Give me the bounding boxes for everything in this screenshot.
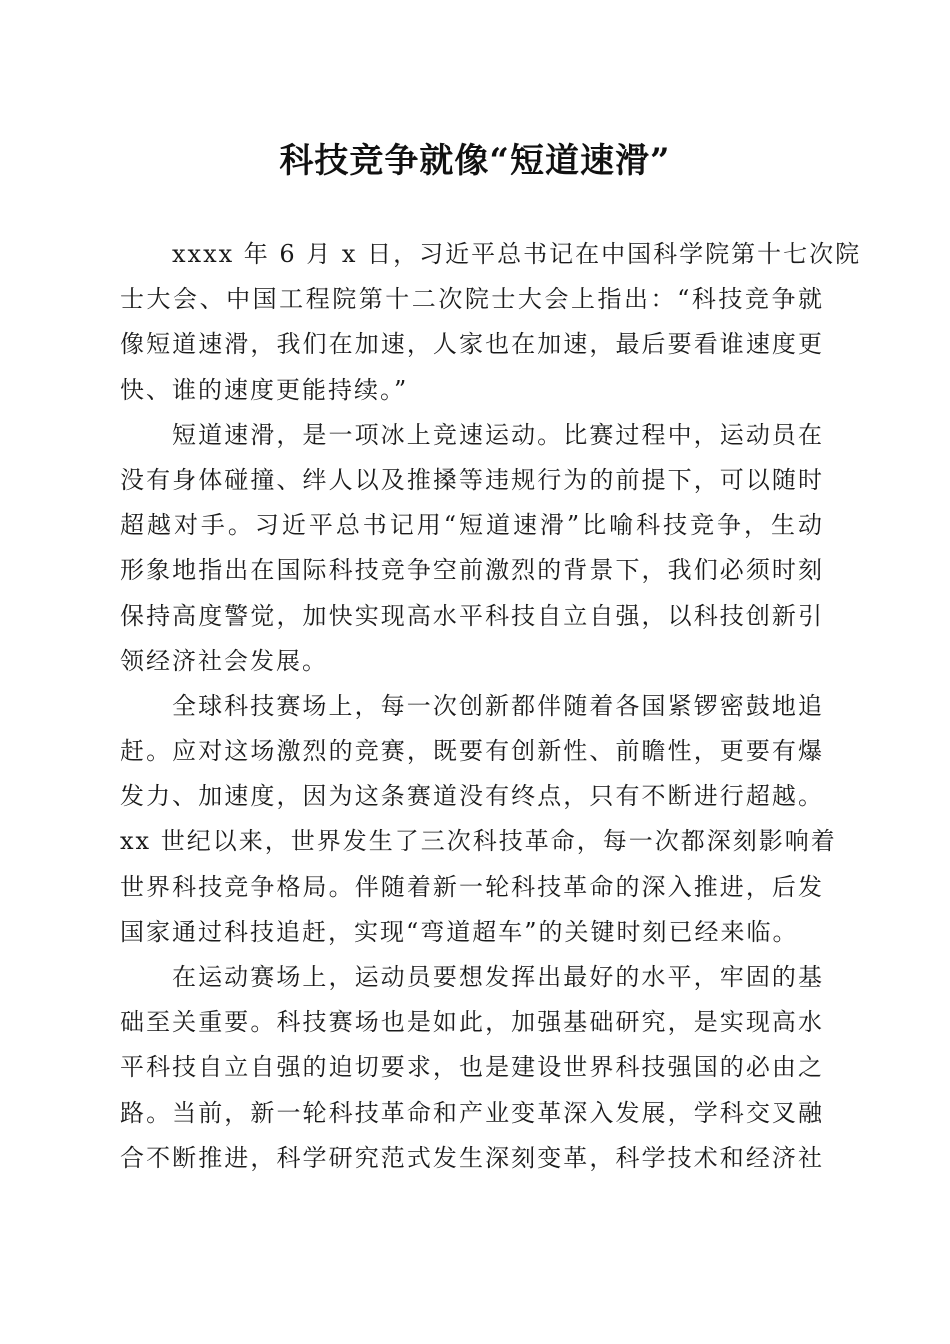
document-title: 科技竞争就像“短道速滑” bbox=[279, 141, 671, 181]
paragraph-2 bbox=[120, 413, 824, 684]
text-line: 士大会、中国工程院第十二次院士大会上指出：“科技竞争就 bbox=[120, 285, 824, 314]
paragraph-4 bbox=[120, 955, 824, 1181]
document-body bbox=[120, 232, 862, 1181]
text-line: 平科技自立自强的迫切要求，也是建设世界科技强国的必由之 bbox=[120, 1053, 824, 1082]
text-line: 超越对手。习近平总书记用“短道速滑”比喻科技竞争，生动 bbox=[120, 511, 824, 540]
text-line: 赶。应对这场激烈的竞赛，既要有创新性、前瞻性，更要有爆 bbox=[120, 737, 824, 766]
text-line: 在运动赛场上，运动员要想发挥出最好的水平，牢固的基 bbox=[172, 963, 824, 991]
text-line: 全球科技赛场上，每一次创新都伴随着各国紧锣密鼓地追 bbox=[172, 691, 824, 720]
text-line: 像短道速滑，我们在加速，人家也在加速，最后要看谁速度更 bbox=[120, 330, 824, 359]
text-line: 短道速滑，是一项冰上竞速运动。比赛过程中，运动员在 bbox=[172, 420, 824, 449]
paragraph-1 bbox=[120, 232, 862, 413]
text-line: xxxx 年 6 月 x 日，习近平总书记在中国科学院第十七次院 bbox=[172, 240, 862, 268]
text-line: 路。当前，新一轮科技革命和产业变革深入发展，学科交叉融 bbox=[120, 1098, 824, 1127]
text-line: 础至关重要。科技赛场也是如此，加强基础研究，是实现高水 bbox=[120, 1008, 824, 1037]
text-line: 快、谁的速度更能持续。” bbox=[120, 375, 409, 404]
text-line: 发力、加速度，因为这条赛道没有终点，只有不断进行超越。 bbox=[120, 782, 824, 811]
text-line: 保持高度警觉，加快实现高水平科技自立自强，以科技创新引 bbox=[120, 601, 824, 630]
text-line: xx 世纪以来，世界发生了三次科技革命，每一次都深刻影响着 bbox=[120, 827, 837, 856]
text-line: 合不断推进，科学研究范式发生深刻变革，科学技术和经济社 bbox=[120, 1143, 824, 1172]
text-line: 没有身体碰撞、绊人以及推搡等违规行为的前提下，可以随时 bbox=[120, 465, 824, 494]
paragraph-3 bbox=[120, 684, 837, 955]
text-line: 领经济社会发展。 bbox=[120, 646, 328, 675]
text-line: 国家通过科技追赶，实现“弯道超车”的关键时刻已经来临。 bbox=[120, 917, 799, 946]
text-line: 形象地指出在国际科技竞争空前激烈的背景下，我们必须时刻 bbox=[120, 556, 824, 585]
text-line: 世界科技竞争格局。伴随着新一轮科技革命的深入推进，后发 bbox=[120, 872, 824, 901]
